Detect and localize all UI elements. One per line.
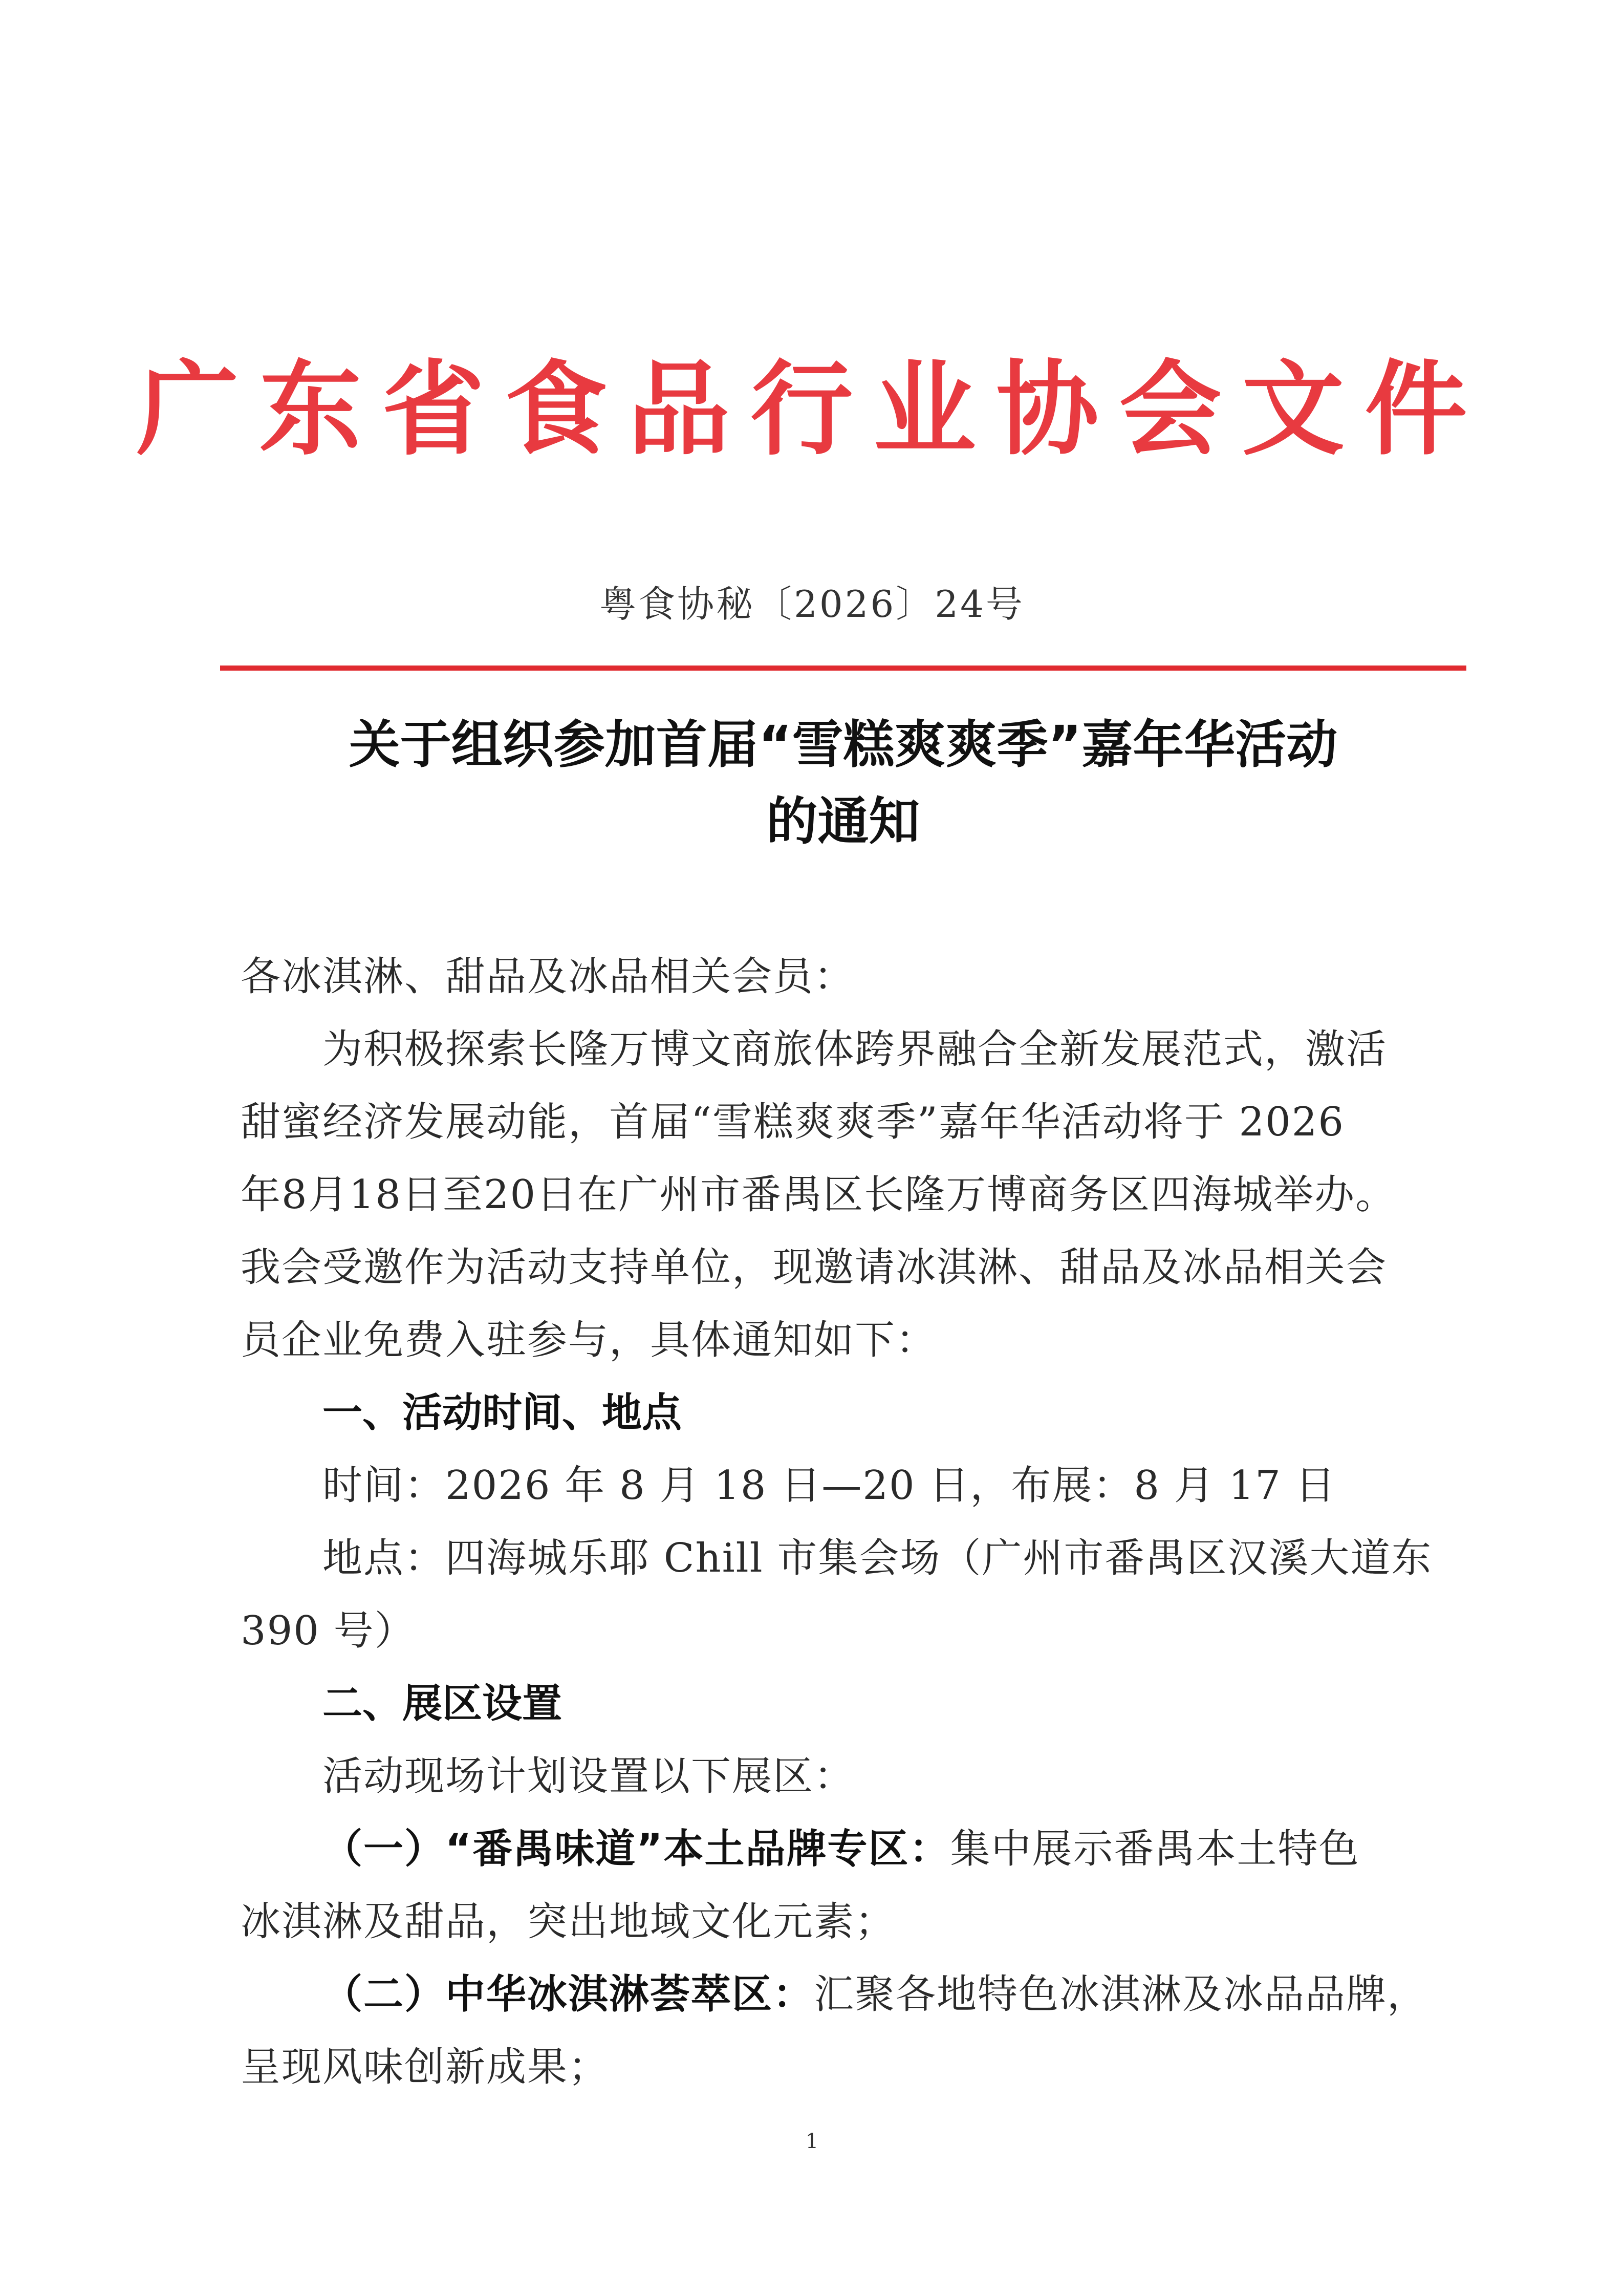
red-divider-rule xyxy=(220,666,1466,671)
zone-1-line-1 xyxy=(322,1823,1360,1875)
section-2-intro: 活动现场计划设置以下展区： xyxy=(322,1753,855,1799)
intro-line-4: 我会受邀作为活动支持单位，现邀请冰淇淋、甜品及冰品相关会 xyxy=(241,1244,1388,1291)
page-number: 1 xyxy=(805,2130,819,2153)
notice-title-line-2: 的通知 xyxy=(766,791,920,851)
issuing-organization-header: 广东省食品行业协会文件 xyxy=(136,349,1488,469)
zone-1-text: 集中展示番禺本土特色 xyxy=(950,1826,1360,1872)
salutation: 各冰淇淋、甜品及冰品相关会员： xyxy=(241,954,855,1000)
zone-2-line-2: 呈现风味创新成果； xyxy=(241,2044,610,2090)
notice-title-line-1: 关于组织参加首届“雪糕爽爽季”嘉年华活动 xyxy=(349,715,1338,775)
zone-1-label: （一）“番禺味道”本土品牌专区： xyxy=(322,1826,950,1872)
intro-line-5: 员企业免费入驻参与，具体通知如下： xyxy=(241,1317,937,1363)
section-1-heading: 一、活动时间、地点 xyxy=(322,1390,682,1436)
document-number: 粤食协秘〔2026〕24号 xyxy=(599,583,1025,626)
event-place-line-2: 390 号） xyxy=(241,1608,416,1654)
intro-line-3: 年8月18日至20日在广州市番禺区长隆万博商务区四海城举办。 xyxy=(241,1172,1397,1218)
event-place-line-1: 地点：四海城乐耶 Chill 市集会场（广州市番禺区汉溪大道东 xyxy=(322,1535,1433,1581)
zone-2-text: 汇聚各地特色冰淇淋及冰品品牌， xyxy=(814,1971,1428,2018)
section-2-heading: 二、展区设置 xyxy=(322,1681,562,1727)
zone-2-label: （二）中华冰淇淋荟萃区： xyxy=(322,1971,814,2018)
intro-line-1: 为积极探索长隆万博文商旅体跨界融合全新发展范式，激活 xyxy=(322,1026,1388,1072)
zone-1-line-2: 冰淇淋及甜品，突出地域文化元素； xyxy=(241,1899,896,1945)
intro-line-2: 甜蜜经济发展动能，首届“雪糕爽爽季”嘉年华活动将于 2026 xyxy=(241,1099,1345,1145)
notice-title xyxy=(220,706,1466,860)
zone-2-line-1 xyxy=(322,1969,1428,2020)
event-time: 时间：2026 年 8 月 18 日—20 日，布展：8 月 17 日 xyxy=(322,1463,1336,1509)
